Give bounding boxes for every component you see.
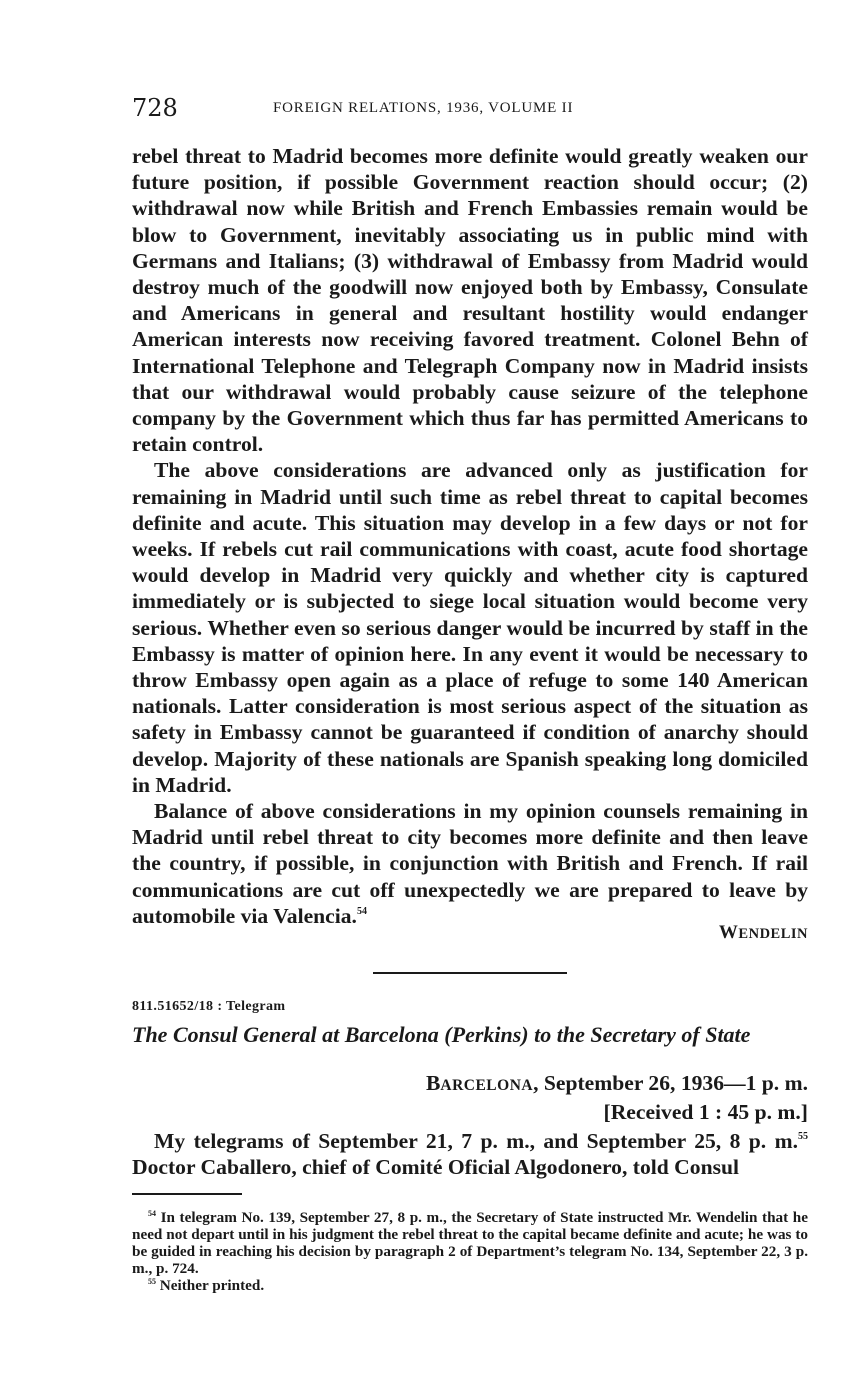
footnote-55-text: Neither printed. [156, 1277, 265, 1294]
footnote-ref-55: 55 [798, 1131, 808, 1142]
page-header [132, 94, 808, 124]
telegram-body [132, 143, 808, 929]
dateline [132, 1070, 808, 1125]
footnote-ref-54: 54 [356, 905, 367, 917]
paragraph-3-text: Balance of above considerations in my opinion counsels remaining in Madrid until rebel threat to city becomes more definite and then leave the country, if possible, in conjunction with British and French. If rail communications are cut off unexpectedly we are prepared to leave by automobile via Valencia. [132, 799, 808, 928]
footnote-rule [132, 1193, 242, 1195]
footnote-54-text: In telegram No. 139, September 27, 8 p. m., the Secretary of State instructed Mr. Wendelin that he need not depart until in his judgment the rebel threat to the capital became definite and acute; he was to be guided in reaching his decision by paragraph 2 of Department’s telegram No. 134, September 22, 3 p. m., p. 724. [132, 1209, 808, 1277]
opening-text: My telegrams of September 21, 7 p. m., and September 25, 8 p. m. [154, 1129, 798, 1153]
paragraph-2: The above considerations are advanced only as justification for remaining in Madrid until such time as rebel threat to capital becomes definite and acute. This situation may develop in a few days or not for weeks. If rebels cut rail communications with coast, acute food shortage would develop in Madrid very quickly and whether city is captured immediately or is subjected to siege local situation would become very serious. Whether even so serious danger would be incurred by staff in the Embassy is matter of opinion here. In any event it would be necessary to throw Embassy open again as a place of refuge to some 140 American nationals. Latter consideration is most serious aspect of the situation as safety in Embassy cannot be guaranteed if condition of anarchy should develop. Majority of these nationals are Spanish speaking long domiciled in Madrid. [132, 458, 808, 797]
received-time: [Received 1 : 45 p. m.] [603, 1100, 808, 1125]
date-time: , September 26, 1936—1 p. m. [533, 1071, 808, 1095]
section-divider [373, 972, 567, 974]
place-rest: ARCELONA [440, 1077, 534, 1094]
signature-initial: W [718, 922, 739, 943]
paragraph-1: rebel threat to Madrid becomes more definite would greatly weaken our future position, if possible Government reaction should occur; (2) withdrawal now while British and French Embassies remain would be blow to Government, inevitably associating us in public mind with Germans and Italians; (3) withdrawal of Embassy from Madrid would destroy much of the goodwill now enjoyed both by Embassy, Consulate and Americans in general and resultant hostility would endanger American interests now receiving favored treatment. Colonel Behn of International Telephone and Telegraph Company now in Madrid insists that our withdrawal would probably cause seizure of the telephone company by the Government which thus far has permitted Americans to retain control. [132, 144, 808, 457]
signature [132, 922, 808, 944]
date-place [132, 1070, 808, 1099]
running-head: FOREIGN RELATIONS, 1936, VOLUME II [273, 100, 574, 116]
opening-continuation: Doctor Caballero, chief of Comité Oficial Algodonero, told Consul [132, 1155, 739, 1180]
paragraph-3 [132, 798, 808, 929]
file-reference: 811.51652/18 : Telegram [132, 999, 286, 1014]
footnote-54 [132, 1209, 808, 1277]
signature-rest: ENDELIN [738, 926, 808, 942]
page-number: 728 [132, 94, 178, 122]
document-title: The Consul General at Barcelona (Perkins) to the Secretary of State [132, 1022, 751, 1047]
footnotes [132, 1209, 808, 1294]
opening-paragraph [132, 1128, 808, 1180]
footnote-mark-55: 55 [148, 1277, 156, 1286]
footnote-mark-54: 54 [148, 1209, 156, 1218]
footnote-55 [132, 1277, 808, 1294]
place-initial: B [425, 1071, 441, 1095]
telegram-opening [132, 1128, 808, 1180]
